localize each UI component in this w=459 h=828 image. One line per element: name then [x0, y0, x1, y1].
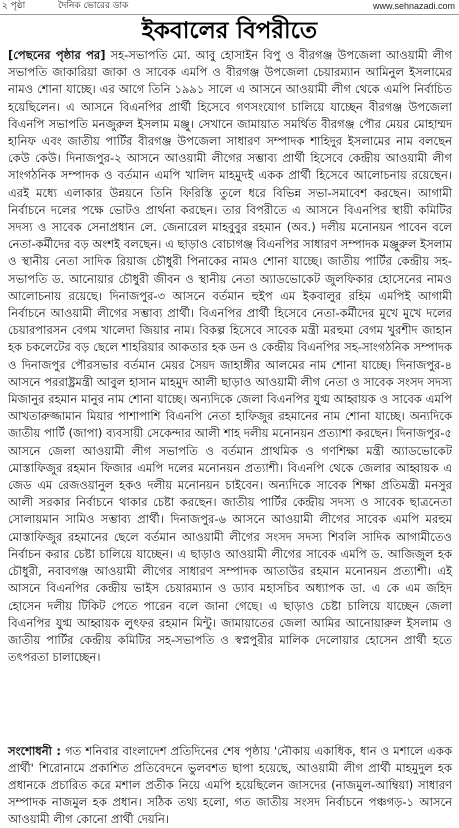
page-header-strip — [0, 0, 459, 15]
correction-notice — [8, 743, 452, 826]
continuation-marker: [পেছনের পৃষ্ঠার পর] — [8, 48, 106, 62]
article-headline: ইকবালের বিপরীতে — [141, 17, 318, 44]
page-number: ২ পৃষ্ঠা — [2, 1, 26, 11]
correction-label: সংশোধনী : — [8, 744, 61, 758]
article-body — [8, 47, 452, 737]
article-text: সহ-সভাপতি মো. আবু হোসাইন বিপু ও বীরগঞ্জ উপজেলা আওয়ামী লীগ সভাপতি জাকারিয়া জাকা ও সাবেক এমপি ও বীরগঞ্জ উপজেলা চেয়ারম্যান আমিনুল ইসলামের নামও শোনা যাচ্ছে। এর আগে তিনি ১৯৯১ সালে এ আসনে আওয়ামী লীগ থেকে এমপি নির্বাচিত হয়েছিলেন। এ আসনে বিএনপির প্রার্থী হিসেবে গণসংযোগ চালিয়ে যাচ্ছেন বীরগঞ্জ উপজেলা বিএনপি সভাপতি মনজুরুল ইসলাম মঞ্জু। সেখানে জামায়াত সমর্থিত বীরগঞ্জ পৌর মেয়র মোহাম্মদ হানিফ এবং জাতীয় পার্টির বীরগঞ্জ উপজেলা সাধারণ সম্পাদক শাহিদুর ইসলামের নাম বলছেন কেউ কেউ। দিনাজপুর-২ আসনে আওয়ামী লীগের সম্ভাব্য প্রার্থী হিসেবে কেন্দ্রীয় আওয়ামী লীগ সাংগঠনিক সম্পাদক ও বর্তমান এমপি খালিদ মাহমুদই একক প্রার্থী হিসেবে আলোচনায় রয়েছেন। এরই মধ্যে এলাকার উন্নয়নে তিনি ফিরিস্তি তুলে ধরে বিভিন্ন সভা-সমাবেশ করছেন। আগামী নির্বাচনে দলের পক্ষে ভোটও প্রার্থনা করছেন। তার বিপরীতে এ আসনে বিএনপির স্থায়ী কমিটির সদস্য ও সাবেক সেনাপ্রধান লে. জেনারেল মাহবুবুর রহমান (অব.) দলীয় মনোনয়ন পাবেন বলে নেতা-কর্মীদের বড় অংশই বলছেন। এ ছাড়াও বোচাগঞ্জ বিএনপির সাধারণ সম্পাদক মঞ্জুরুল ইসলাম ও স্থানীয় নেতা সাদিক রিয়াজ চৌধুরী পিনাকের নামও শোনা যাচ্ছে। জাতীয় পার্টির কেন্দ্রীয় সহ-সভাপতি ড. আনোয়ার চৌধুরী জীবন ও স্থানীয় নেতা অ্যাডভোকেট জুলফিকার হোসেনের নামও আলোচনায় রয়েছে। দিনাজপুর-৩ আসনে বর্তমান হুইপ এম ইকবালুর রহিম এমপিই আগামী নির্বাচনে আওয়ামী লীগের সম্ভাব্য প্রার্থী। বিএনপির প্রার্থী হিসেবে নেতা-কর্মীদের মুখে মুখে দলের চেয়ারপারসন বেগম খালেদা জিয়ার নাম। বিকল্প হিসেবে সাবেক মন্ত্রী মরহুমা বেগম খুরশীদ জাহান হক চকলেটের বড় ছেলে শাহরিয়ার আকতার হক ডন ও কেন্দ্রীয় বিএনপির সহ-সাংগঠনিক সম্পাদক ও দিনাজপুর পৌরসভার বর্তমান মেয়র সৈয়দ জাহাঙ্গীর আলমের নাম শোনা যাচ্ছে। দিনাজপুর-৪ আসনে পররাষ্ট্রমন্ত্রী আবুল হাসান মাহমুদ আলী ছাড়াও আওয়ামী লীগ নেতা ও সাবেক সংসদ সদস্য মিজানুর রহমান মানুর নাম শোনা যাচ্ছে। অন্যদিকে জেলা বিএনপির যুগ্ম আহ্বায়ক ও সাবেক এমপি আখতারুজ্জামান মিয়ার পাশাপাশি বিএনপি নেতা হাফিজুর রহমানের নাম শোনা যাচ্ছে। অন্যদিকে জাতীয় পার্টি (জাপা) ব্যবসায়ী সেকেন্দার আলী শাহ দলীয় মনোনয়ন প্রত্যাশা করছেন। দিনাজপুর-৫ আসনে জেলা আওয়ামী লীগ সভাপতি ও বর্তমান প্রাথমিক ও গণশিক্ষা মন্ত্রী অ্যাডভোকেট মোস্তাফিজুর রহমান ফিজার এমপি দলের মনোনয়ন প্রত্যাশী। বিএনপি থেকে জেলার আহ্বায়ক এ জেড এম রেজওয়ানুল হকও দলীয় মনোনয়ন চাইবেন। অন্যদিকে সাবেক শিক্ষা প্রতিমন্ত্রী মনসুর আলী সরকার নির্বাচনে থাকার চেষ্টা করছেন। জাতীয় পার্টির কেন্দ্রীয় সদস্য ও সাবেক ছাত্রনেতা সোলায়মান সামিও সম্ভাব্য প্রার্থী। দিনাজপুর-৬ আসনে আওয়ামী লীগের সাবেক এমপি মরহুম মোস্তাফিজুর রহমানের ছেলে বর্তমান আওয়ামী লীগের সংসদ সদস্য শিবলি সাদিক আগামীতেও নির্বাচন করার চেষ্টা চালিয়ে যাচ্ছেন। এ ছাড়াও আওয়ামী লীগের সাবেক এমপি ড. আজিজুল হক চৌধুরী, নবাবগঞ্জ আওয়ামী লীগের সাধারণ সম্পাদক আতাউর রহমান মনোনয়ন প্রত্যাশী। এই আসনে বিএনপির কেন্দ্রীয় ভাইস চেয়ারম্যান ও ড্যাব মহাসচিব অধ্যাপক ডা. এ কে এম জহিদ হোসেন দলীয় টিকিট পেতে পারেন বলে জানা গেছে। এ ছাড়াও চেষ্টা চালিয়ে যাচ্ছেন জেলা বিএনপির যুগ্ম আহ্বায়ক লুৎফর রহমান মিন্টু। জামায়াতের জেলা আমির আনোয়ারুল ইসলাম ও জাতীয় পার্টির কেন্দ্রীয় কমিটির সহ-সভাপতি ও স্বপ্নপুরীর মালিক দেলোয়ার হোসেন প্রার্থী হতে তৎপরতা চালাচ্ছেন। — [8, 48, 452, 665]
correction-text: গত শনিবার বাংলাদেশ প্রতিদিনের শেষ পৃষ্ঠায় 'নৌকায় একাধিক, ধান ও মশালে একক প্রার্থী' শিরোনামে প্রকাশিত প্রতিবেদনে ভুলবশত ছাপা হয়েছে, আওয়ামী লীগ প্রার্থী মাহমুদুল হক প্রধানকে প্রচারিত করে মশাল প্রতীক নিয়ে এমপি হয়েছিলেন জাসদের (নাজমুল-আম্বিয়া) সাধারণ সম্পাদক নাজমুল হক প্রধান। সঠিক তথ্য হলো, গত জাতীয় সংসদ নির্বাচনে পঞ্চগড়-১ আসনে আওয়ামী লীগ কোনো প্রার্থী দেয়নি। — [8, 744, 452, 826]
newspaper-name: দৈনিক ভোরের ডাক — [58, 1, 129, 11]
website-url[interactable]: www.sehnazadi.com — [372, 1, 455, 11]
